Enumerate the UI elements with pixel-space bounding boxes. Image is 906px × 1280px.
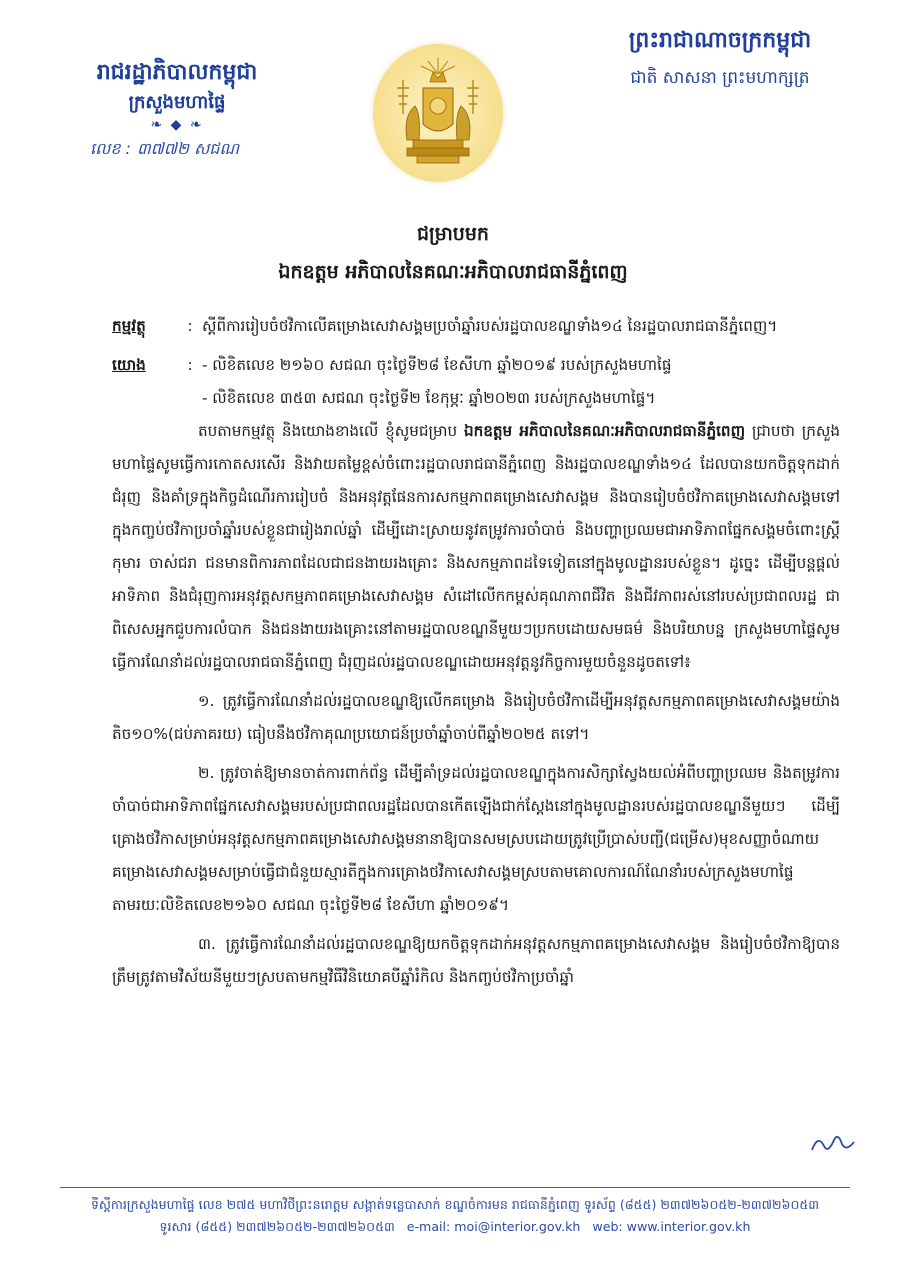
header-right bbox=[590, 24, 850, 92]
reference-item: - លិខិតលេខ ២១៦០ សជណ ចុះថ្ងៃទី២៨ ខែសីហា ឆ្នាំ២០១៩ របស់ក្រសួងមហាផ្ទៃ bbox=[202, 356, 672, 374]
addressee-name: ឯកឧត្តម អភិបាលនៃគណៈអភិបាលរាជធានីភ្នំពេញ bbox=[278, 261, 628, 283]
reference-label: យោង bbox=[112, 356, 146, 374]
reference-list bbox=[202, 349, 840, 415]
footer-divider bbox=[60, 1187, 850, 1188]
header-ornament: ❧ ◆ ❧ bbox=[150, 117, 204, 133]
intro-paragraph bbox=[112, 415, 840, 679]
footer-fax: ទូរសារ (៨៥៥) ២៣៧២៦០៥២-២៣៧២៦០៥៣ bbox=[159, 1219, 395, 1234]
letter-body bbox=[112, 310, 840, 994]
subject-row bbox=[112, 310, 840, 343]
salutation-label: ជម្រាបមក bbox=[417, 223, 489, 245]
instruction-item-3: ៣. ត្រូវធ្វើការណែនាំដល់រដ្ឋបាលខណ្ឌឱ្យយកចិត្តទុកដាក់អនុវត្តសកម្មភាពគម្រោងសេវាសង្គម និងរៀបចំថវិកាឱ្យបានត្រឹមត្រូវតាមវិស័យនីមួយៗស្របតាមកម្មវិធីវិនិយោគបីឆ្នាំរំកិល និងកញ្ចប់ថវិកាប្រចាំឆ្នាំ bbox=[112, 935, 840, 986]
intro-text-rest: ជ្រាបថា ក្រសួងមហាផ្ទៃសូមធ្វើការកោតសរសើរ និងវាយតម្លៃខ្ពស់ចំពោះរដ្ឋបាលរាជធានីភ្នំពេញ និងរដ្ឋបាលខណ្ឌទាំង១៤ ដែលបានយកចិត្តទុកដាក់ជំរុញ និងគាំទ្រក្នុងកិច្ចដំណើរការរៀបចំ និងអនុវត្តផែនការសកម្មភាពគម្រោងសេវាសង្គម និងបានរៀបចំថវិកាគម្រោងសេវាសង្គមទៅក្នុងកញ្ចប់ថវិកាប្រចាំឆ្នាំរបស់ខ្លួនជារៀងរាល់ឆ្នាំ ដើម្បីដោះស្រាយនូវតម្រូវការចាំបាច់ និងបញ្ហាប្រឈមជាអាទិភាពផ្នែកសង្គមចំពោះស្ត្រី កុមារ ចាស់ជរា ជនមានពិការភាពដែលជាជនងាយរងគ្រោះ និងសកម្មភាពដទៃទៀតនៅក្នុងមូលដ្ឋានរបស់ខ្លួន។ ដូច្នេះ ដើម្បីបន្តផ្ដល់អាទិភាព និងជំរុញការអនុវត្តសកម្មភាពគម្រោងសេវាសង្គម សំដៅលើកកម្ពស់គុណភាពជីវិត និងជីវភាពរស់នៅរបស់ប្រជាពលរដ្ឋ ជាពិសេសអ្នកជួបការលំបាក និងជនងាយរងគ្រោះនៅតាមរដ្ឋបាលខណ្ឌនីមួយៗប្រកបដោយសមធម៌ និងបរិយាបន្ន ក្រសួងមហាផ្ទៃសូមធ្វើការណែនាំដល់រដ្ឋបាលរាជធានីភ្នំពេញ ជំរុញដល់រដ្ឋបាលខណ្ឌដោយអនុវត្តនូវកិច្ចការមួយចំនួនដូចតទៅ៖ bbox=[112, 422, 840, 671]
header-left bbox=[62, 58, 292, 160]
reference-number bbox=[62, 138, 292, 160]
ref-number: ៣៧៧២ សជណ bbox=[136, 139, 239, 158]
footer bbox=[60, 1194, 850, 1238]
reference-colon: : bbox=[187, 356, 193, 374]
footer-contact bbox=[60, 1216, 850, 1238]
ref-label: លេខ : bbox=[90, 139, 131, 158]
reference-item: - លិខិតលេខ ៣៥៣ សជណ ចុះថ្ងៃទី២ ខែកុម្ភៈ ឆ្នាំ២០២៣ របស់ក្រសួងមហាផ្ទៃ។ bbox=[202, 389, 656, 407]
reference-row bbox=[112, 349, 840, 415]
instruction-item-2: ២. ត្រូវចាត់ឱ្យមានចាត់ការពាក់ព័ន្ធ ដើម្បីគាំទ្រដល់រដ្ឋបាលខណ្ឌក្នុងការសិក្សាស្វែងយល់អំពីបញ្ហាប្រឈម និងតម្រូវការចាំបាច់ជាអាទិភាពផ្នែកសេវាសង្គមរបស់ប្រជាពលរដ្ឋដែលបានកើតឡើងជាក់ស្ដែងនៅក្នុងមូលដ្ឋានរបស់រដ្ឋបាលខណ្ឌនីមួយៗ ដើម្បីគ្រោងថវិកាសម្រាប់អនុវត្តសកម្មភាពគម្រោងសេវាសង្គមនានាឱ្យបានសមស្របដោយត្រូវប្រើប្រាស់បញ្ជី(ជម្រើស)មុខសញ្ញាចំណាយគម្រោងសេវាសង្គមសម្រាប់ធ្វើជាជំនួយស្មារតីក្នុងការគ្រោងថវិកាសេវាសង្គមស្របតាមគោលការណ៍ណែនាំរបស់ក្រសួងមហាផ្ទៃតាមរយៈលិខិតលេខ២១៦០ សជណ ចុះថ្ងៃទី២៨ ខែសីហា ឆ្នាំ២០១៩។ bbox=[112, 764, 840, 914]
subject-colon: : bbox=[187, 317, 193, 335]
instruction-item-1: ១. ត្រូវធ្វើការណែនាំដល់រដ្ឋបាលខណ្ឌឱ្យលើកគម្រោង និងរៀបចំថវិកាដើម្បីអនុវត្តសកម្មភាពគម្រោងសេវាសង្គមយ៉ាងតិច១០%(ជប់ភាគរយ) ធៀបនឹងថវិកាគុណប្រយោជន៍ប្រចាំឆ្នាំចាប់ពីឆ្នាំ២០២៥ តទៅ។ bbox=[112, 692, 840, 743]
footer-web[interactable]: web: www.interior.gov.kh bbox=[592, 1219, 751, 1234]
kingdom-name: ព្រះរាជាណាចក្រកម្ពុជា bbox=[628, 28, 812, 53]
footer-address: ទីស្ដីការក្រសួងមហាផ្ទៃ លេខ ២៧៥ មហាវិថីព្រះនរោត្ដម សង្កាត់ទន្លេបាសាក់ ខណ្ឌចំការមន រាជធានីភ្នំពេញ ទូរស័ព្ទ (៨៥៥) ២៣៧២៦០៥២-២៣៧២៦០៥៣ bbox=[90, 1197, 820, 1212]
ministry-name: ក្រសួងមហាផ្ទៃ bbox=[128, 92, 226, 113]
initials-signature-icon bbox=[808, 1128, 858, 1158]
intro-text-start: តបតាមកម្មវត្ថុ និងយោងខាងលើ ខ្ញុំសូមជម្រាប bbox=[198, 422, 464, 440]
royal-emblem-icon bbox=[373, 44, 503, 182]
government-name: រាជរដ្ឋាភិបាលកម្ពុជា bbox=[96, 60, 258, 85]
intro-addressee: ឯកឧត្តម អភិបាលនៃគណៈអភិបាលរាជធានីភ្នំពេញ bbox=[463, 422, 746, 440]
national-motto: ជាតិ សាសនា ព្រះមហាក្សត្រ bbox=[630, 68, 810, 88]
footer-email[interactable]: e-mail: moi@interior.gov.kh bbox=[406, 1219, 581, 1234]
subject-text: ស្ដីពីការរៀបចំថវិកាលើគម្រោងសេវាសង្គមប្រចាំឆ្នាំរបស់រដ្ឋបាលខណ្ឌទាំង១៤ នៃរដ្ឋបាលរាជធានីភ្នំពេញ។ bbox=[202, 317, 778, 335]
subject-label: កម្មវត្ថុ bbox=[112, 317, 146, 335]
